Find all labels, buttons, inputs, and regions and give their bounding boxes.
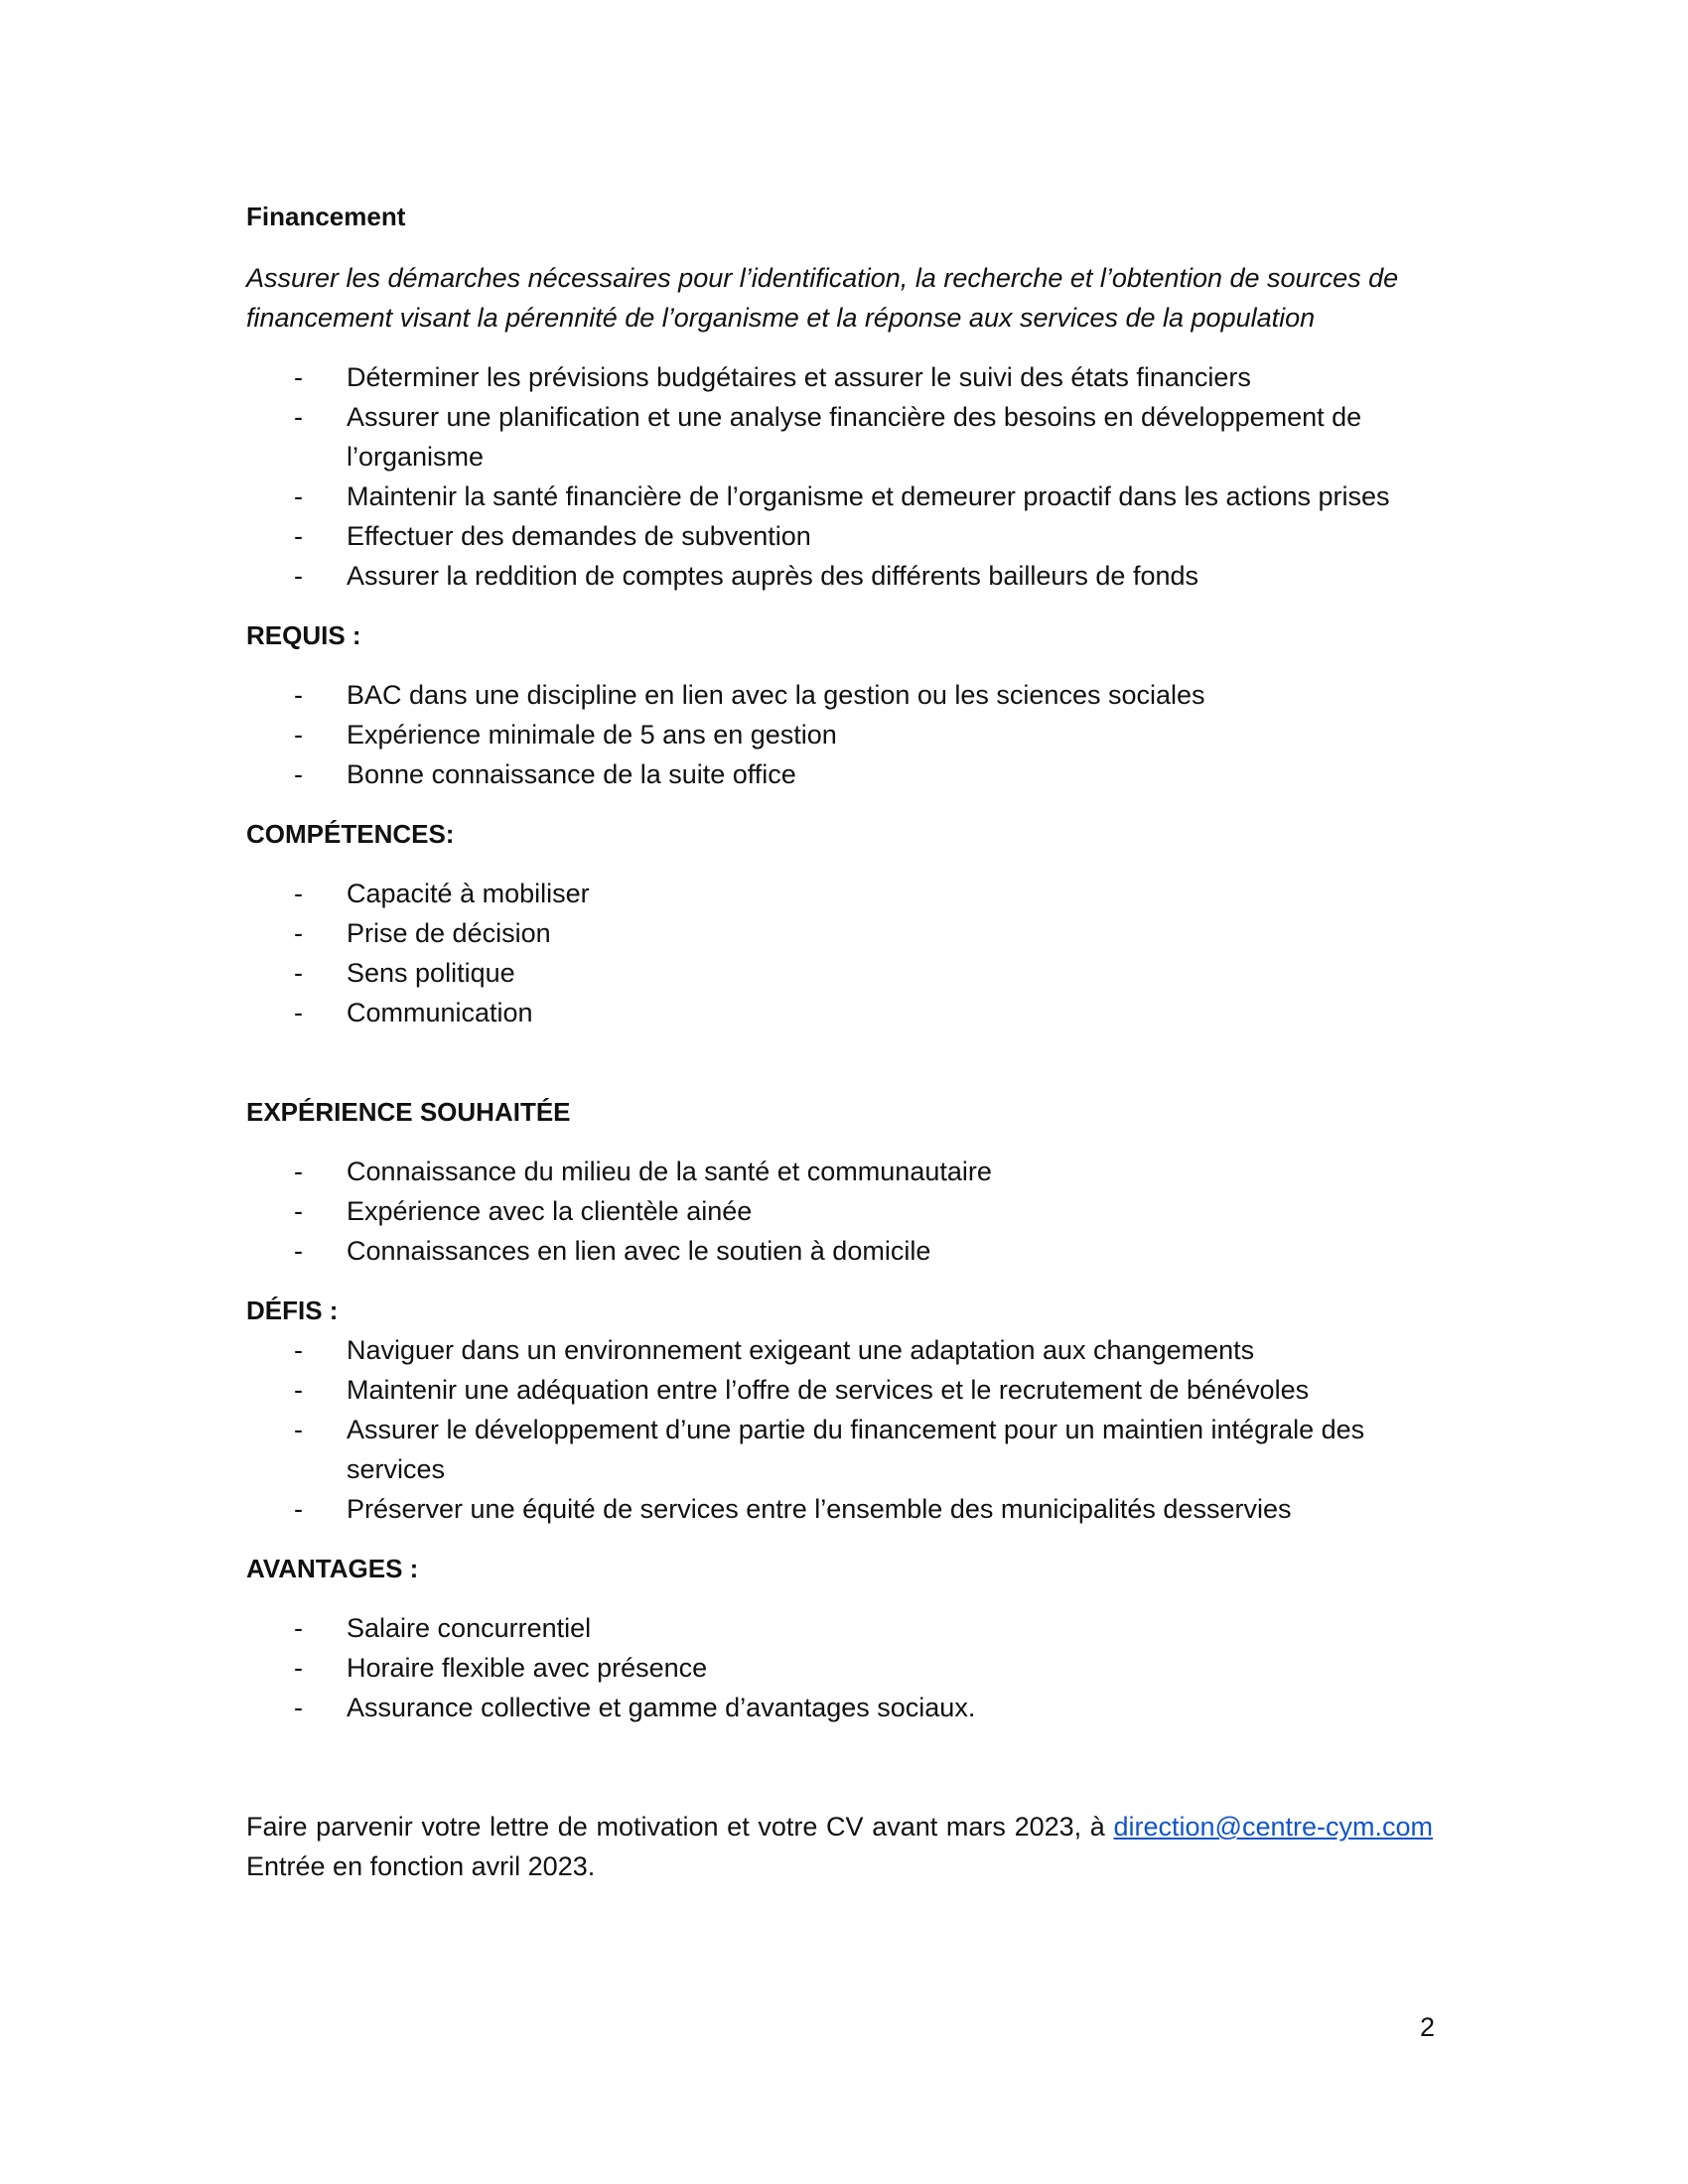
- list-item: [246, 1330, 1433, 1370]
- list-item-text: Assurance collective et gamme d’avantages sociaux.: [347, 1693, 976, 1722]
- dash-bullet: -: [294, 1693, 303, 1722]
- financement-list: [246, 357, 1433, 596]
- dash-bullet: -: [294, 759, 303, 789]
- section-heading-avantages: AVANTAGES :: [246, 1554, 419, 1583]
- list-item-text: Assurer la reddition de comptes auprès des différents bailleurs de fonds: [347, 561, 1198, 591]
- defis-list: [246, 1330, 1433, 1529]
- dash-bullet: -: [294, 1335, 303, 1365]
- list-item-text: Naviguer dans un environnement exigeant une adaptation aux changements: [347, 1335, 1255, 1365]
- list-item-text: Déterminer les prévisions budgétaires et assurer le suivi des états financiers: [347, 362, 1251, 392]
- list-item: [246, 675, 1433, 715]
- dash-bullet: -: [294, 402, 303, 432]
- list-item: [246, 1231, 1433, 1271]
- list-item-text: BAC dans une discipline en lien avec la gestion ou les sciences sociales: [347, 680, 1205, 710]
- email-link[interactable]: direction@centre-cym.com: [1113, 1812, 1433, 1842]
- list-item-text: Connaissances en lien avec le soutien à domicile: [347, 1236, 931, 1266]
- financement-intro: Assurer les démarches nécessaires pour l’identification, la recherche et l’obtention de sources de financement visant la pérennité de l’organisme et la réponse aux services de la population: [246, 263, 1399, 333]
- dash-bullet: -: [294, 1375, 303, 1405]
- list-item-text: Expérience minimale de 5 ans en gestion: [347, 720, 837, 750]
- list-item: [246, 953, 1433, 993]
- list-item: [246, 477, 1433, 516]
- dash-bullet: -: [294, 1196, 303, 1226]
- dash-bullet: -: [294, 1653, 303, 1683]
- list-item-text: Maintenir la santé financière de l’organisme et demeurer proactif dans les actions prises: [347, 481, 1390, 511]
- dash-bullet: -: [294, 521, 303, 551]
- list-item: [246, 715, 1433, 754]
- list-item: [246, 516, 1433, 556]
- list-item: [246, 556, 1433, 596]
- experience-list: [246, 1152, 1433, 1271]
- list-item-text: Assurer une planification et une analyse financière des besoins en développement de l’organisme: [347, 402, 1362, 472]
- list-item-text: Préserver une équité de services entre l’ensemble des municipalités desservies: [347, 1494, 1292, 1524]
- dash-bullet: -: [294, 958, 303, 988]
- dash-bullet: -: [294, 561, 303, 591]
- list-item-text: Communication: [347, 998, 533, 1027]
- list-item: [246, 357, 1433, 397]
- footer-text-after: Entrée en fonction avril 2023.: [246, 1812, 1449, 1881]
- list-item: [246, 1608, 1433, 1648]
- dash-bullet: -: [294, 1494, 303, 1524]
- section-heading-financement: Financement: [246, 202, 406, 231]
- list-item: [246, 754, 1433, 794]
- list-item-text: Assurer le développement d’une partie du financement pour un maintien intégrale des services: [347, 1415, 1365, 1484]
- list-item-text: Salaire concurrentiel: [347, 1613, 592, 1643]
- dash-bullet: -: [294, 362, 303, 392]
- dash-bullet: -: [294, 481, 303, 511]
- list-item-text: Expérience avec la clientèle ainée: [347, 1196, 753, 1226]
- section-heading-experience: EXPÉRIENCE SOUHAITÉE: [246, 1097, 571, 1127]
- section-heading-defis: DÉFIS :: [246, 1296, 339, 1325]
- competences-list: [246, 874, 1433, 1032]
- list-item: [246, 1648, 1433, 1688]
- avantages-list: [246, 1608, 1433, 1727]
- dash-bullet: -: [294, 680, 303, 710]
- dash-bullet: -: [294, 1415, 303, 1444]
- list-item: [246, 1370, 1433, 1410]
- dash-bullet: -: [294, 1236, 303, 1266]
- list-item: [246, 1191, 1433, 1231]
- list-item-text: Capacité à mobiliser: [347, 879, 590, 908]
- list-item-text: Connaissance du milieu de la santé et communautaire: [347, 1157, 992, 1186]
- list-item: [246, 1410, 1433, 1489]
- dash-bullet: -: [294, 918, 303, 948]
- footer-text-before: Faire parvenir votre lettre de motivation et votre CV avant mars 2023, à: [246, 1812, 1114, 1842]
- list-item-text: Horaire flexible avec présence: [347, 1653, 708, 1683]
- requis-list: [246, 675, 1433, 794]
- list-item-text: Effectuer des demandes de subvention: [347, 521, 811, 551]
- dash-bullet: -: [294, 720, 303, 750]
- section-heading-requis: REQUIS :: [246, 620, 361, 650]
- document-page: [246, 197, 1449, 1886]
- list-item-text: Sens politique: [347, 958, 515, 988]
- list-item: [246, 913, 1433, 953]
- dash-bullet: -: [294, 1613, 303, 1643]
- list-item-text: Maintenir une adéquation entre l’offre de services et le recrutement de bénévoles: [347, 1375, 1310, 1405]
- page-number: 2: [1420, 2012, 1436, 2042]
- list-item: [246, 874, 1433, 913]
- dash-bullet: -: [294, 998, 303, 1027]
- list-item: [246, 397, 1433, 477]
- list-item: [246, 1152, 1433, 1191]
- dash-bullet: -: [294, 879, 303, 908]
- list-item: [246, 1489, 1433, 1529]
- list-item-text: Bonne connaissance de la suite office: [347, 759, 796, 789]
- section-heading-competences: COMPÉTENCES:: [246, 819, 455, 849]
- dash-bullet: -: [294, 1157, 303, 1186]
- application-instructions: [246, 1807, 1449, 1886]
- list-item: [246, 993, 1433, 1032]
- list-item-text: Prise de décision: [347, 918, 551, 948]
- list-item: [246, 1688, 1433, 1727]
